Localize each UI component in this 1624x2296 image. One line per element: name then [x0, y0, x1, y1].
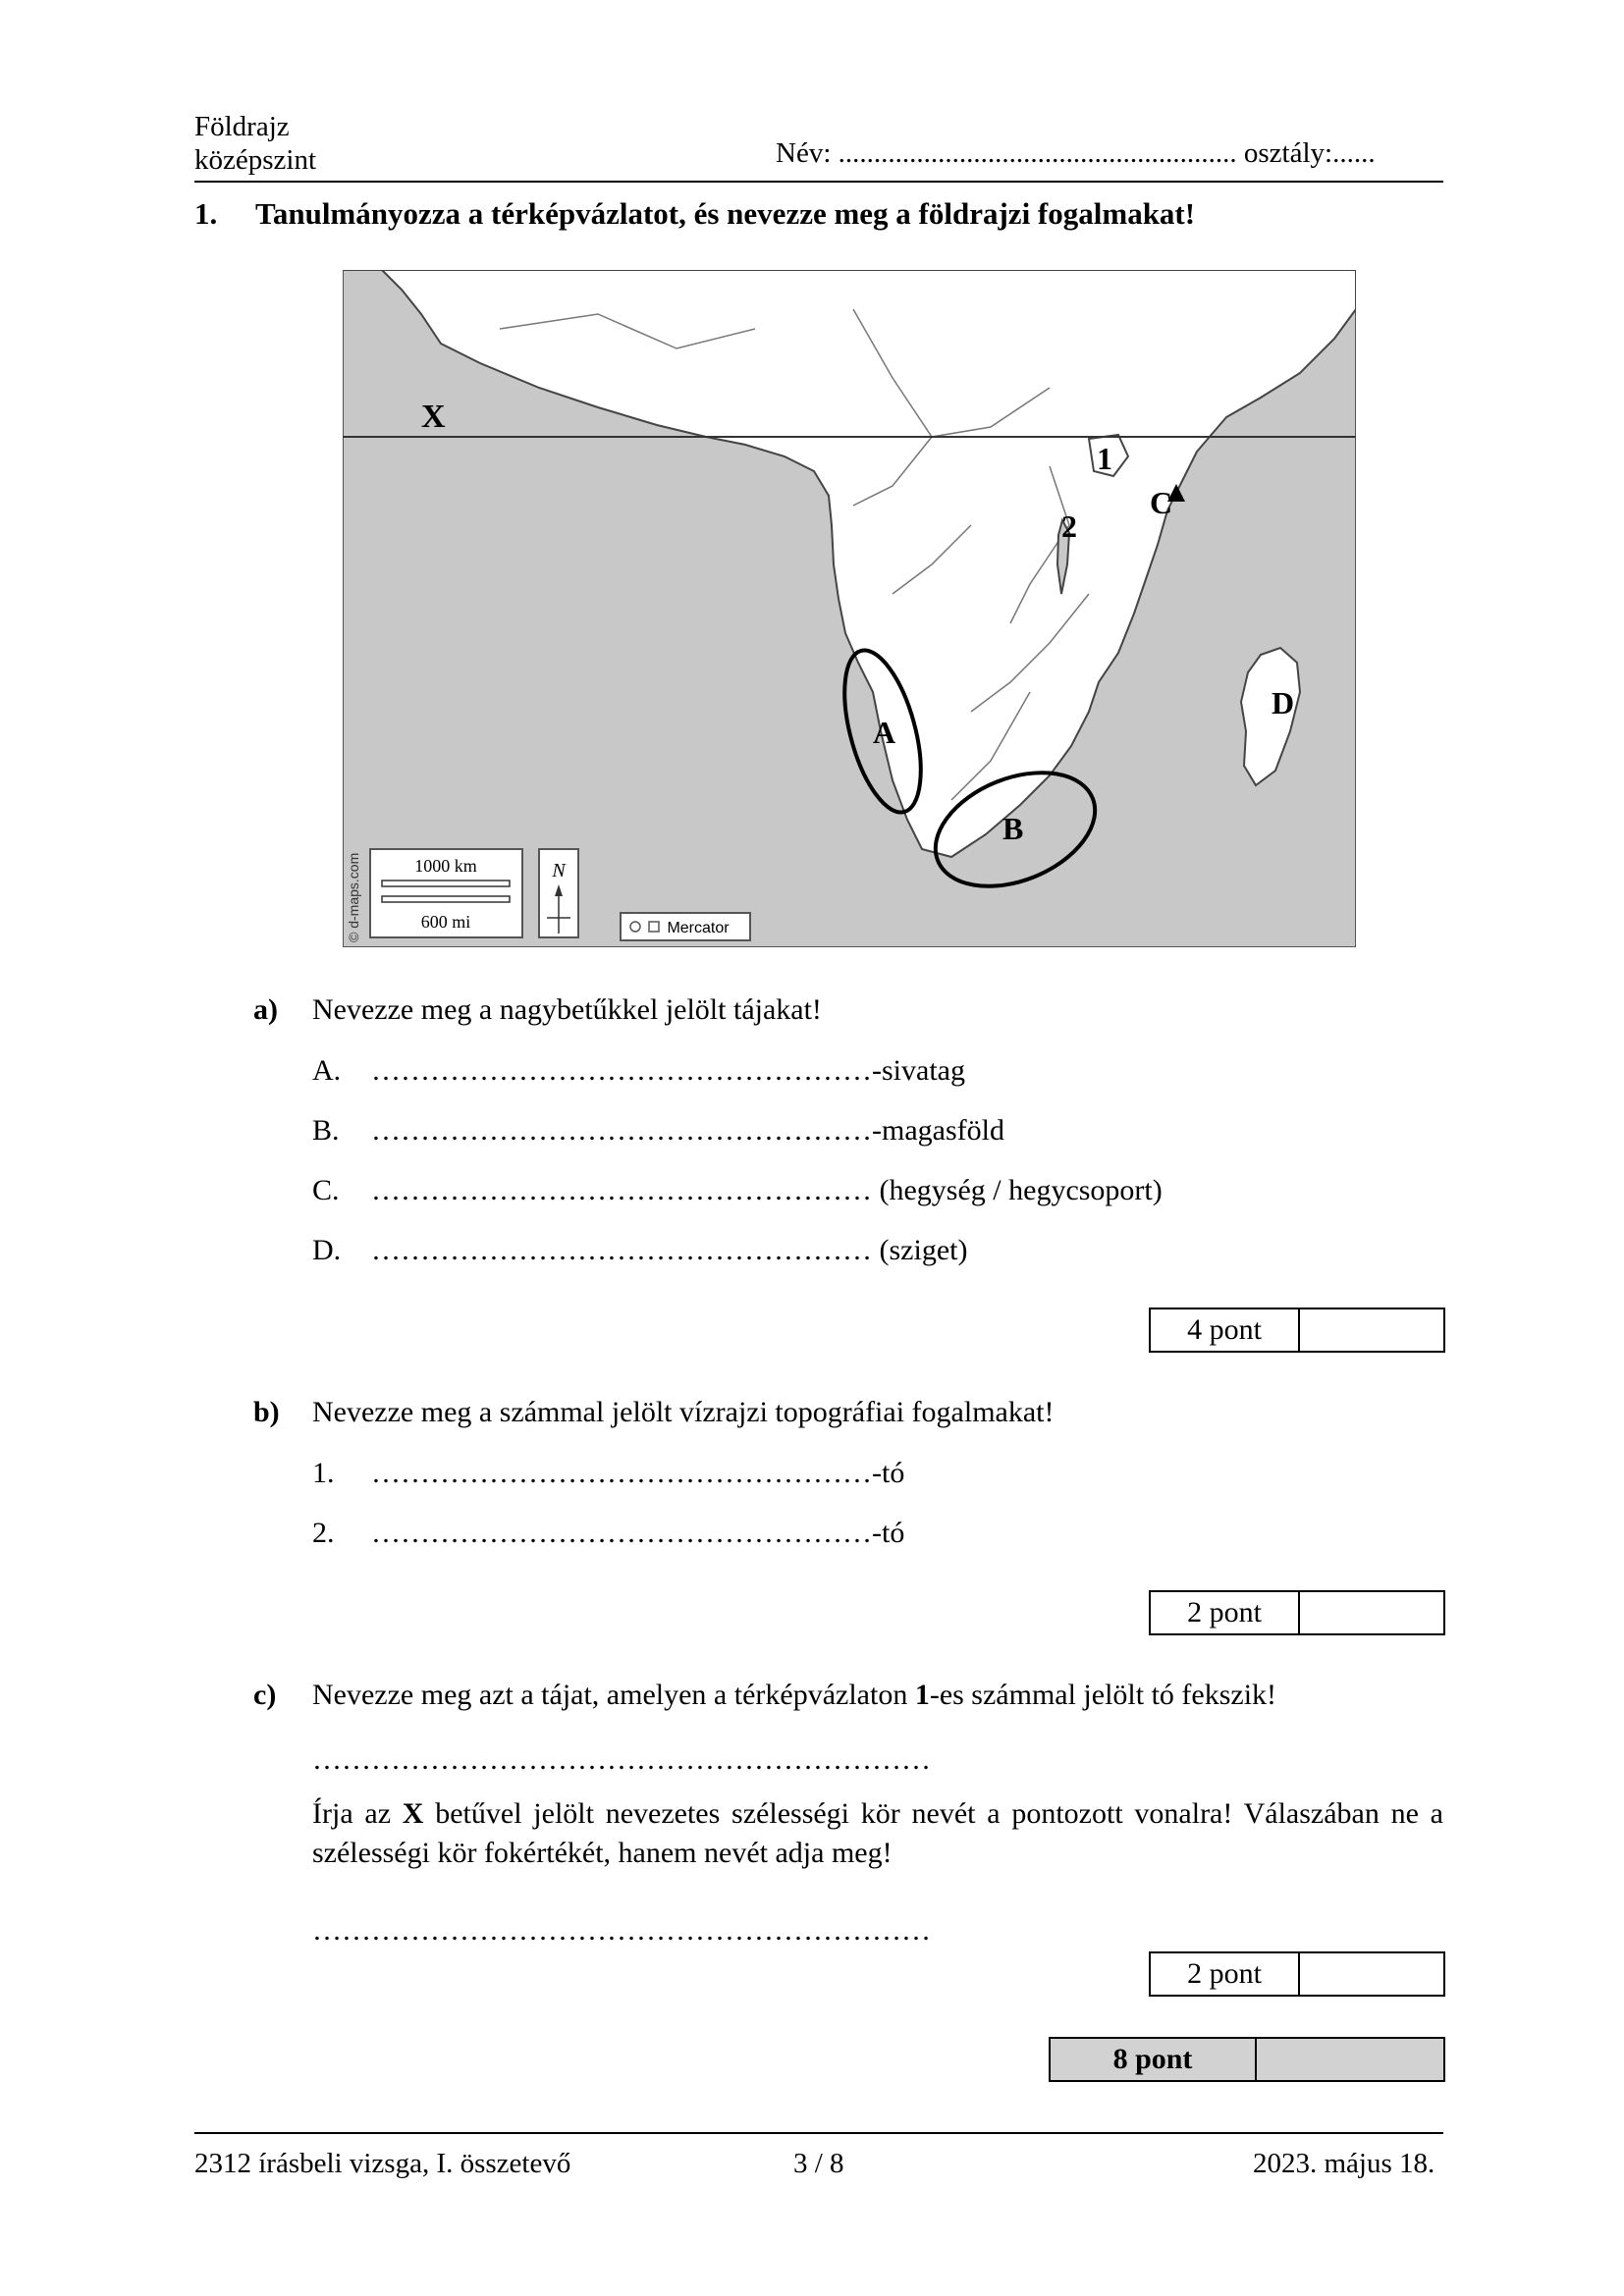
answer-line-b[interactable]: B. ……………………………………………-magasföld [312, 1114, 1004, 1147]
footer-date: 2023. május 18. [1253, 2148, 1435, 2179]
question-text: Tanulmányozza a térképvázlatot, és nevezze meg a földrajzi fogalmakat! [255, 196, 1196, 231]
name-class-line: Név: ........................................................ osztály:...... [776, 137, 1376, 169]
total-score-input[interactable] [1257, 2039, 1443, 2080]
total-score-label: 8 pont [1051, 2039, 1257, 2080]
africa-sketch-map [343, 270, 1356, 947]
footer-exam-code: 2312 írásbeli vizsga, I. összetevő [194, 2148, 571, 2179]
answer-line-2[interactable]: 2. ……………………………………………-tó [312, 1517, 905, 1549]
question-number: 1. [194, 196, 218, 231]
map-label-d: D [1272, 685, 1295, 721]
map-credit: © d-maps.com [346, 852, 361, 942]
part-b-prompt: Nevezze meg a számmal jelölt vízrajzi topográfiai fogalmakat! [312, 1396, 1055, 1428]
footer-page-number: 3 / 8 [793, 2148, 844, 2179]
subject-level: középszint [194, 144, 317, 176]
subject-name: Földrajz [194, 111, 290, 142]
scale-km: 1000 km [414, 856, 477, 876]
north-label: N [552, 860, 566, 881]
latitude-instruction: Írja az X betűvel jelölt nevezetes szélességi kör nevét a pontozott vonalra! Válaszában ne a szélességi kör fokértékét, hanem nevét adja meg! [312, 1797, 1443, 1869]
map-label-c: C [1150, 485, 1173, 520]
map-label-b: B [1002, 811, 1024, 846]
question-title [194, 196, 1195, 232]
answer-line-c[interactable]: C. …………………………………………… (hegység / hegycsoport) [312, 1174, 1163, 1206]
score-label-c: 2 pont [1151, 1953, 1300, 1995]
map-label-1: 1 [1097, 441, 1112, 476]
projection-label: Mercator [667, 920, 730, 936]
part-a-prompt: Nevezze meg a nagybetűkkel jelölt tájakat! [312, 993, 822, 1026]
score-box-a [1149, 1308, 1445, 1353]
answer-line-d[interactable]: D. …………………………………………… (sziget) [312, 1234, 968, 1266]
part-c-prompt: Nevezze meg azt a tájat, amelyen a térképvázlaton 1-es számmal jelölt tó fekszik! [312, 1679, 1277, 1711]
answer-line-a[interactable]: A. ……………………………………………-sivatag [312, 1054, 965, 1087]
score-input-b[interactable] [1300, 1592, 1443, 1633]
map-label-a: A [873, 715, 896, 750]
score-label-a: 4 pont [1151, 1309, 1300, 1351]
total-score-box [1049, 2037, 1445, 2082]
answer-line-lake-region[interactable]: ……………………………………………………… [312, 1743, 931, 1776]
answer-line-latitude[interactable]: ……………………………………………………… [312, 1914, 931, 1947]
header-rule [194, 181, 1443, 183]
footer-rule [194, 2132, 1443, 2134]
subject-header [194, 110, 316, 177]
score-input-c[interactable] [1300, 1953, 1443, 1995]
score-label-b: 2 pont [1151, 1592, 1300, 1633]
part-c-label: c) [253, 1679, 277, 1711]
score-input-a[interactable] [1300, 1309, 1443, 1351]
score-box-c [1149, 1951, 1445, 1997]
map-label-x: X [421, 399, 446, 435]
scale-mi: 600 mi [420, 912, 471, 932]
map-label-2: 2 [1061, 508, 1077, 544]
answer-line-1[interactable]: 1. ……………………………………………-tó [312, 1457, 905, 1489]
score-box-b [1149, 1590, 1445, 1635]
part-b-label: b) [253, 1396, 280, 1428]
part-a-label: a) [253, 993, 278, 1026]
